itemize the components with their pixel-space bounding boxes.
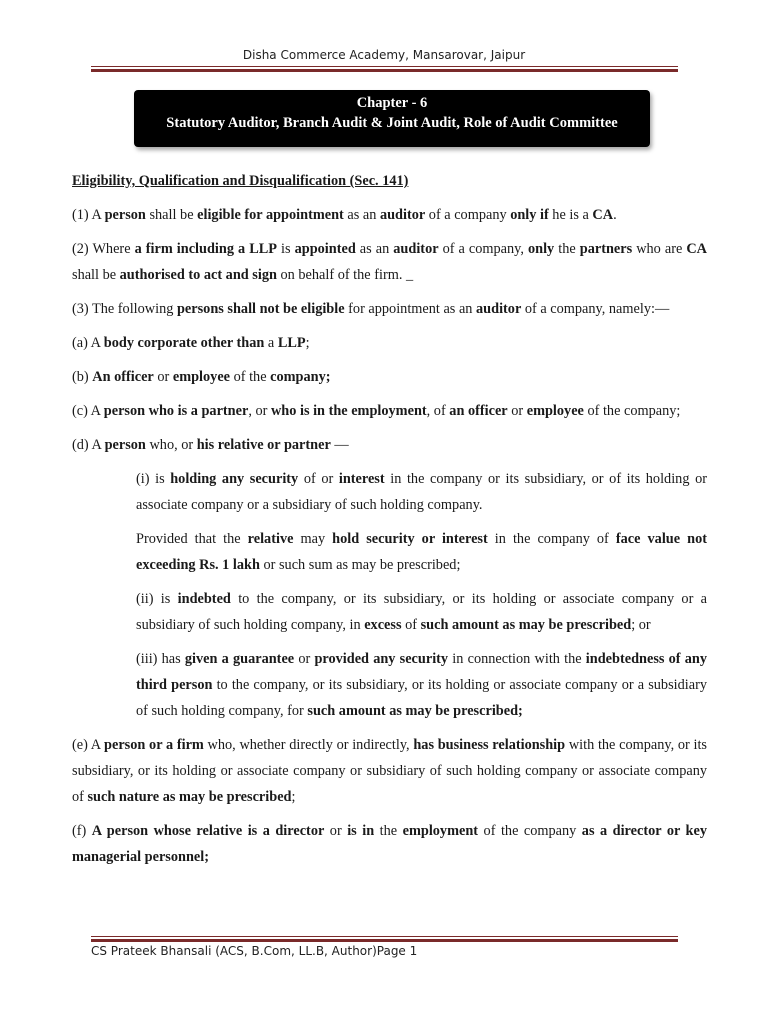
emphasis-text: interest [338, 471, 385, 487]
emphasis-text: company; [270, 369, 331, 385]
emphasis-text: as a director or key managerial personnel; [72, 823, 707, 865]
emphasis-text: eligible for appointment [197, 207, 344, 223]
emphasis-text: hold security or interest [332, 531, 488, 547]
section-heading: Eligibility, Qualification and Disqualification (Sec. 141) [72, 173, 409, 189]
emphasis-text: A person whose relative is a director [91, 823, 325, 839]
header-rule [91, 66, 678, 72]
paragraph: (3) The following persons shall not be eligible for appointment as an auditor of a company, namely:— [72, 301, 670, 317]
emphasis-text: person who is a partner [103, 403, 249, 419]
emphasis-text: such nature as may be prescribed [87, 789, 292, 805]
chapter-number: Chapter - 6 [356, 95, 428, 111]
paragraph: (c) A person who is a partner, or who is in the employment, of an officer or employee of the company; [72, 403, 681, 419]
emphasis-text: only [527, 241, 555, 257]
emphasis-text: person [104, 207, 146, 223]
chapter-title-box [134, 90, 650, 147]
emphasis-text: authorised to act and sign [119, 267, 277, 283]
emphasis-text: given a guarantee [184, 651, 295, 667]
emphasis-text: a firm including a LLP [134, 241, 277, 257]
emphasis-text: appointed [294, 241, 356, 257]
paragraph: (e) A person or a firm who, whether directly or indirectly, has business relationship with the company, or its subsidiary, or its holding or associate company or subsidiary of such holding company or associate company of such nature as may be prescribed; [72, 737, 707, 805]
emphasis-text: auditor [476, 301, 522, 317]
emphasis-text: employee [526, 403, 584, 419]
document-body [72, 168, 707, 870]
emphasis-text: only if [510, 207, 549, 223]
emphasis-text: An officer [92, 369, 154, 385]
emphasis-text: CA [592, 207, 614, 223]
sub-paragraph: (iii) has given a guarantee or provided any security in connection with the indebtedness of any third person to the company, or its subsidiary, or its holding or associate company or a subsidiary of such holding company, for such amount as may be prescribed; [136, 651, 707, 719]
emphasis-text: LLP [277, 335, 306, 351]
proviso: Provided that the relative may hold security or interest in the company of face value not exceeding Rs. 1 lakh or such sum as may be prescribed; [136, 531, 707, 573]
emphasis-text: relative [247, 531, 294, 547]
emphasis-text: his relative or partner [196, 437, 331, 453]
emphasis-text: provided any security [314, 651, 449, 667]
sub-paragraph: (i) is holding any security of or interest in the company or its subsidiary, or of its holding or associate company or a subsidiary of such holding company. [136, 471, 707, 513]
paragraph: (b) An officer or employee of the company; [72, 369, 331, 385]
emphasis-text: auditor [379, 207, 426, 223]
footer-rule [91, 936, 678, 942]
emphasis-text: face value not exceeding Rs. 1 lakh [136, 531, 707, 573]
paragraph: (d) A person who, or his relative or partner — [72, 437, 349, 453]
page-header: Disha Commerce Academy, Mansarovar, Jaipur [242, 48, 526, 62]
emphasis-text: person [104, 437, 146, 453]
emphasis-text: persons shall not be eligible [176, 301, 345, 317]
emphasis-text: person or a firm [104, 737, 204, 753]
sub-paragraph: (ii) is indebted to the company, or its subsidiary, or its holding or associate company or a subsidiary of such holding company, in excess of such amount as may be prescribed; or [136, 591, 707, 633]
emphasis-text: holding any security [170, 471, 299, 487]
emphasis-text: an officer [449, 403, 508, 419]
emphasis-text: is in [347, 823, 375, 839]
paragraph: (a) A body corporate other than a LLP; [72, 335, 310, 351]
page-footer: CS Prateek Bhansali (ACS, B.Com, LL.B, Author)Page 1 [91, 944, 418, 958]
paragraph: (2) Where a firm including a LLP is appointed as an auditor of a company, only the partners who are CA shall be authorised to act and sign on behalf of the firm. _ [72, 241, 707, 283]
emphasis-text: body corporate other than [103, 335, 265, 351]
emphasis-text: indebtedness of any third person [136, 651, 707, 693]
emphasis-text: such amount as may be prescribed [420, 617, 632, 633]
emphasis-text: who is in the employment [270, 403, 427, 419]
emphasis-text: employment [402, 823, 479, 839]
emphasis-text: has business relationship [413, 737, 566, 753]
chapter-title: Statutory Auditor, Branch Audit & Joint Audit, Role of Audit Committee [166, 115, 618, 131]
emphasis-text: employee [172, 369, 231, 385]
emphasis-text: indebted [177, 591, 231, 607]
emphasis-text: auditor [393, 241, 439, 257]
emphasis-text: CA [686, 241, 707, 257]
emphasis-text: such amount as may be prescribed; [307, 703, 523, 719]
paragraph: (f) A person whose relative is a director or is in the employment of the company as a director or key managerial personnel; [72, 823, 707, 865]
emphasis-text: partners [579, 241, 633, 257]
paragraph: (1) A person shall be eligible for appointment as an auditor of a company only if he is a CA. [72, 207, 617, 223]
emphasis-text: excess [364, 617, 402, 633]
